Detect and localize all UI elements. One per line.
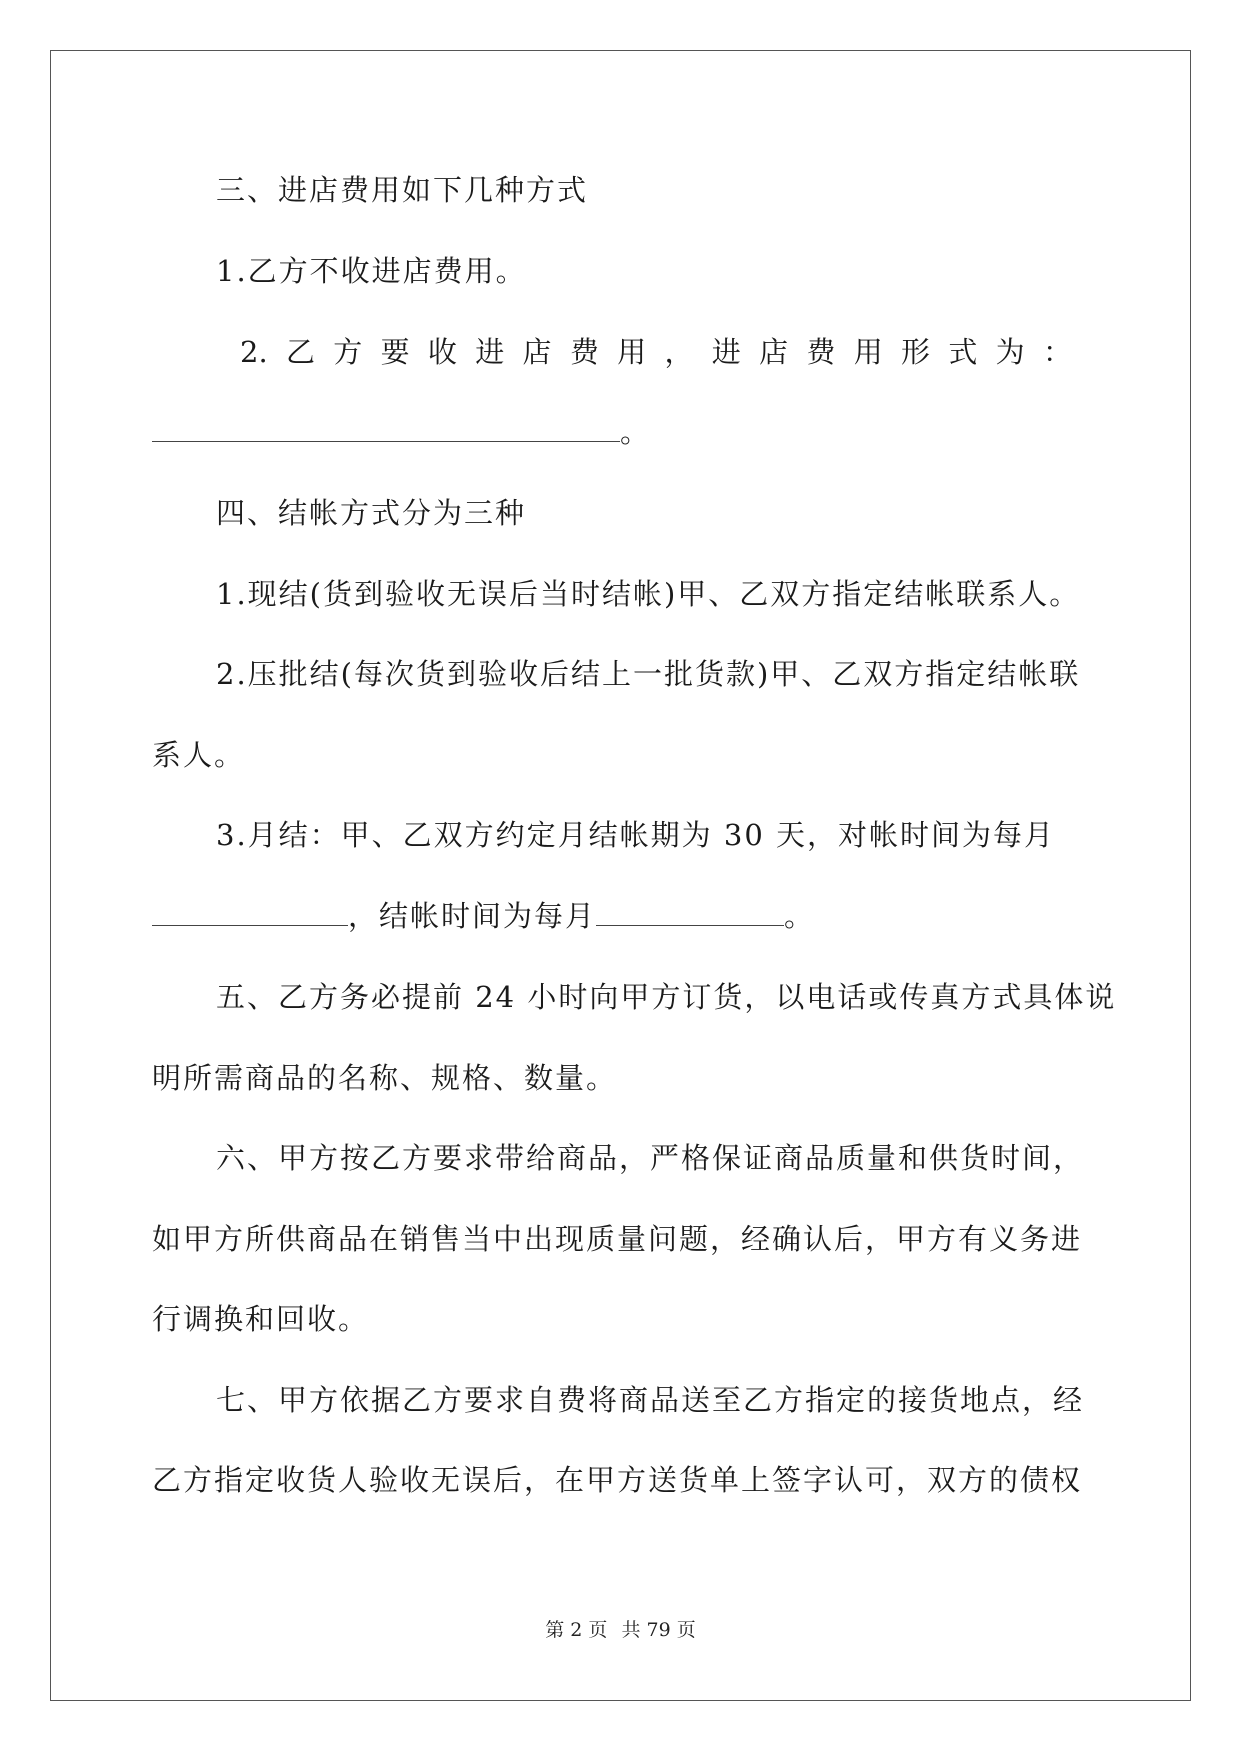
paragraph: 3.月结：甲、乙双方约定月结帐期为 30 天，对帐时间为每月 (216, 818, 1056, 852)
justified-char: 方 (333, 335, 363, 369)
paragraph: ，结帐时间为每月 。 (152, 896, 1092, 936)
fill-in-blank (152, 901, 348, 926)
justified-char: ， (664, 335, 694, 369)
justified-char: 费 (569, 335, 599, 369)
justified-char: 用 (853, 335, 883, 369)
justified-char: 收 (427, 335, 457, 369)
paragraph: 。 (152, 412, 1092, 452)
page-footer (0, 1615, 1241, 1642)
paragraph: 明所需商品的名称、规格、数量。 (152, 1061, 618, 1095)
paragraph: 乙方指定收货人验收无误后，在甲方送货单上签字认可，双方的债权 (152, 1463, 1083, 1497)
paragraph: 行调换和回收。 (152, 1302, 370, 1336)
page-number: 第 2 页 (545, 1619, 608, 1641)
fill-in-blank (152, 417, 620, 442)
justified-char: 进 (711, 335, 741, 369)
justified-char: 店 (759, 335, 789, 369)
section-heading-4: 四、结帐方式分为三种 (216, 496, 527, 530)
justified-char: 式 (948, 335, 978, 369)
justified-char: 为 (995, 335, 1025, 369)
page-total: 共 79 页 (621, 1619, 696, 1641)
paragraph-justified (240, 332, 1072, 372)
justified-char: 店 (522, 335, 552, 369)
paragraph: 如甲方所供商品在销售当中出现质量问题，经确认后，甲方有义务进 (152, 1222, 1083, 1256)
justified-char: 乙 (285, 335, 315, 369)
justified-char: 要 (380, 335, 410, 369)
justified-char: 2. (240, 335, 268, 369)
section-heading-6: 六、甲方按乙方要求带给商品，严格保证商品质量和供货时间， (216, 1141, 1085, 1175)
paragraph: 1.现结(货到验收无误后当时结帐)甲、乙双方指定结帐联系人。 (216, 577, 1081, 611)
justified-char: 形 (901, 335, 931, 369)
fill-in-blank (596, 901, 784, 926)
section-heading-7: 七、甲方依据乙方要求自费将商品送至乙方指定的接货地点，经 (216, 1383, 1085, 1417)
section-heading-5: 五、乙方务必提前 24 小时向甲方订货，以电话或传真方式具体说 (216, 980, 1117, 1014)
paragraph: 2.压批结(每次货到验收后结上一批货款)甲、乙双方指定结帐联 (216, 657, 1081, 691)
justified-char: 进 (475, 335, 505, 369)
paragraph: 系人。 (152, 738, 246, 772)
justified-char: ： (1042, 335, 1072, 369)
paragraph: 1.乙方不收进店费用。 (216, 254, 527, 288)
section-heading-3: 三、进店费用如下几种方式 (216, 173, 589, 207)
justified-char: 用 (617, 335, 647, 369)
justified-char: 费 (806, 335, 836, 369)
page-border (50, 50, 1191, 1701)
